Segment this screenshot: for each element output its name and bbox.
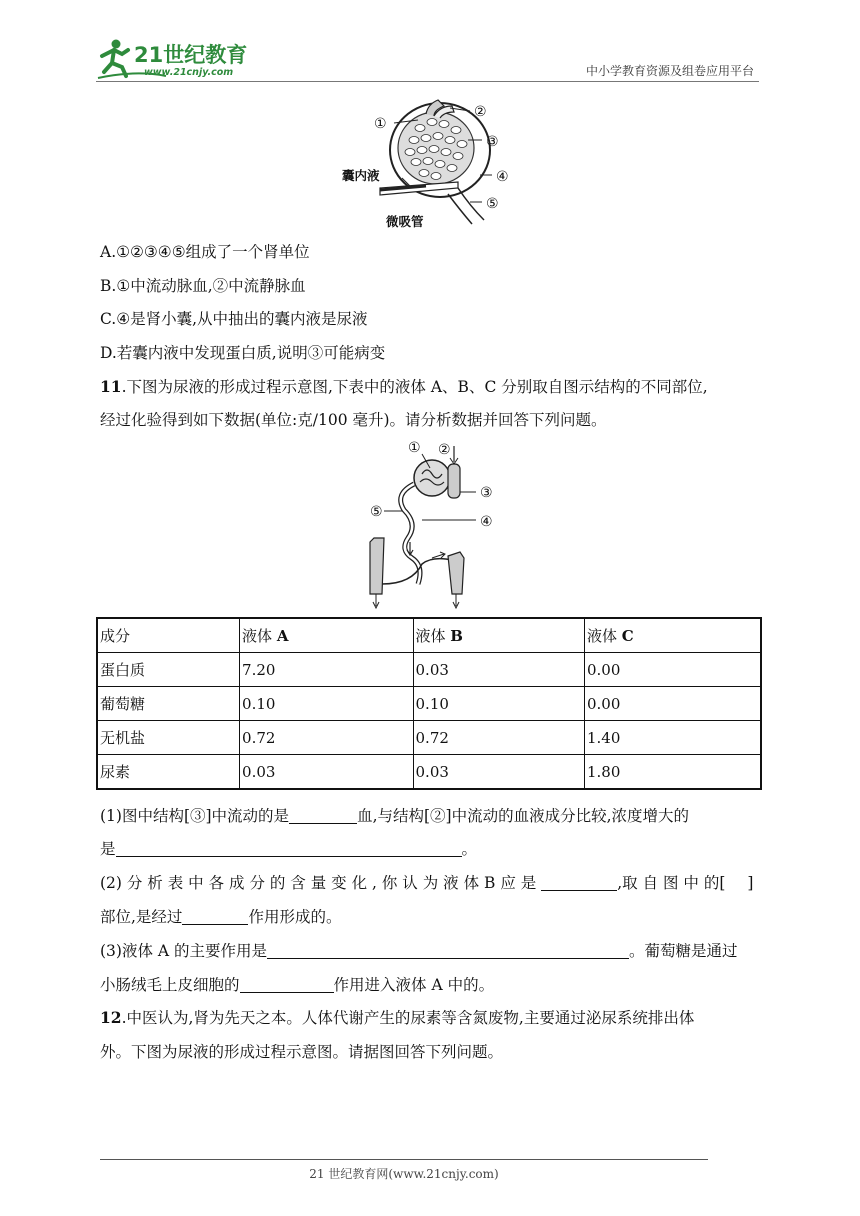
- table-cell: 尿素: [97, 755, 240, 790]
- q11-stem-line1: 11.下图为尿液的形成过程示意图,下表中的液体 A、B、C 分别取自图示结构的不同部位,: [100, 377, 708, 396]
- option-a: A.①②③④⑤组成了一个肾单位: [100, 243, 310, 261]
- option-c: C.④是肾小囊,从中抽出的囊内液是尿液: [100, 310, 368, 328]
- answer-blank[interactable]: [116, 840, 462, 857]
- table-row: [97, 755, 761, 790]
- capsule-outline: [414, 460, 450, 496]
- capsule-fluid-label: 囊内液: [342, 168, 380, 183]
- table-cell: 1.80: [585, 755, 762, 790]
- table-cell: 1.40: [585, 721, 762, 755]
- header-component: 成分: [97, 618, 240, 653]
- q12-stem-line1: 12.中医认为,肾为先天之本。人体代谢产生的尿素等含氮废物,主要通过泌尿系统排出体: [100, 1008, 695, 1027]
- header-divider: [96, 81, 759, 82]
- table-row: [97, 687, 761, 721]
- answer-blank[interactable]: [289, 807, 357, 824]
- answer-blank[interactable]: [541, 874, 617, 891]
- figure2-label-1: ①: [408, 440, 421, 456]
- q11-sub1-line2: 是 。: [100, 840, 478, 858]
- q12-stem-line2: 外。下图为尿液的形成过程示意图。请据图回答下列问题。: [100, 1043, 504, 1061]
- table-cell: 0.00: [585, 687, 762, 721]
- table-cell: 0.72: [413, 721, 584, 755]
- footer-divider: [100, 1159, 708, 1160]
- q11-stem-line2: 经过化验得到如下数据(单位:克/100 毫升)。请分析数据并回答下列问题。: [100, 411, 607, 429]
- option-b: B.①中流动脉血,②中流静脉血: [100, 277, 306, 295]
- flow-arrow-icon: [432, 552, 445, 558]
- table-cell: 0.72: [240, 721, 413, 755]
- q11-sub2-line2: 部位,是经过 作用形成的。: [100, 908, 342, 926]
- site-logo: [96, 36, 266, 82]
- table-cell: 蛋白质: [97, 653, 240, 687]
- collecting-duct: [448, 552, 464, 594]
- platform-name: 中小学教育资源及组卷应用平台: [585, 64, 754, 78]
- q11-sub3-line2: 小肠绒毛上皮细胞的 作用进入液体 A 中的。: [100, 976, 495, 994]
- table-cell: 葡萄糖: [97, 687, 240, 721]
- table-row: [97, 721, 761, 755]
- figure2-label-4: ④: [480, 514, 493, 530]
- figure1-label-4: ④: [496, 169, 509, 185]
- figure1-label-2: ②: [474, 104, 487, 120]
- fluid-composition-table: [96, 617, 762, 790]
- figure1-label-3: ③: [486, 134, 499, 150]
- figure2-label-2: ②: [438, 442, 451, 458]
- q11-sub1-line1: (1)图中结构[③]中流动的是 血,与结构[②]中流动的血液成分比较,浓度增大的: [100, 807, 690, 825]
- answer-blank[interactable]: [267, 942, 629, 959]
- q12-number: 12: [100, 1008, 122, 1027]
- q11-number: 11: [100, 377, 122, 396]
- answer-blank[interactable]: [240, 976, 334, 993]
- table-cell: 0.10: [413, 687, 584, 721]
- logo-title: 21世纪教育: [134, 43, 248, 67]
- vessel-3: [448, 464, 460, 498]
- q11-sub3-line1: (3)液体 A 的主要作用是 。葡萄糖是通过: [100, 942, 738, 960]
- table-cell: 0.03: [413, 755, 584, 790]
- table-row: [97, 653, 761, 687]
- table-cell: 0.03: [413, 653, 584, 687]
- answer-blank[interactable]: [182, 908, 248, 925]
- figure1-label-5: ⑤: [486, 196, 499, 212]
- glomerulus-figure: [330, 98, 530, 232]
- table-cell: 0.03: [240, 755, 413, 790]
- header-fluid-c: 液体 C: [585, 618, 762, 653]
- header-fluid-b: 液体 B: [413, 618, 584, 653]
- table-cell: 0.10: [240, 687, 413, 721]
- figure2-label-3: ③: [480, 485, 493, 501]
- logo-url: www.21cnjy.com: [144, 67, 234, 78]
- footer-text: 21 世纪教育网(www.21cnjy.com): [309, 1167, 499, 1181]
- table-header-row: [97, 618, 761, 653]
- table-cell: 无机盐: [97, 721, 240, 755]
- q11-sub2-line1: (2) 分 析 表 中 各 成 分 的 含 量 变 化 , 你 认 为 液 体 B 应 是 ,取 自 图 中 的[ ]: [100, 874, 754, 892]
- table-cell: 0.00: [585, 653, 762, 687]
- figure2-label-5: ⑤: [370, 504, 383, 520]
- figure1-label-1: ①: [374, 116, 387, 132]
- nephron-figure: [352, 434, 512, 610]
- table-cell: 7.20: [240, 653, 413, 687]
- option-d: D.若囊内液中发现蛋白质,说明③可能病变: [100, 344, 386, 362]
- renal-vein: [370, 538, 384, 594]
- header-fluid-a: 液体 A: [240, 618, 413, 653]
- micropipette-label: 微吸管: [386, 214, 424, 229]
